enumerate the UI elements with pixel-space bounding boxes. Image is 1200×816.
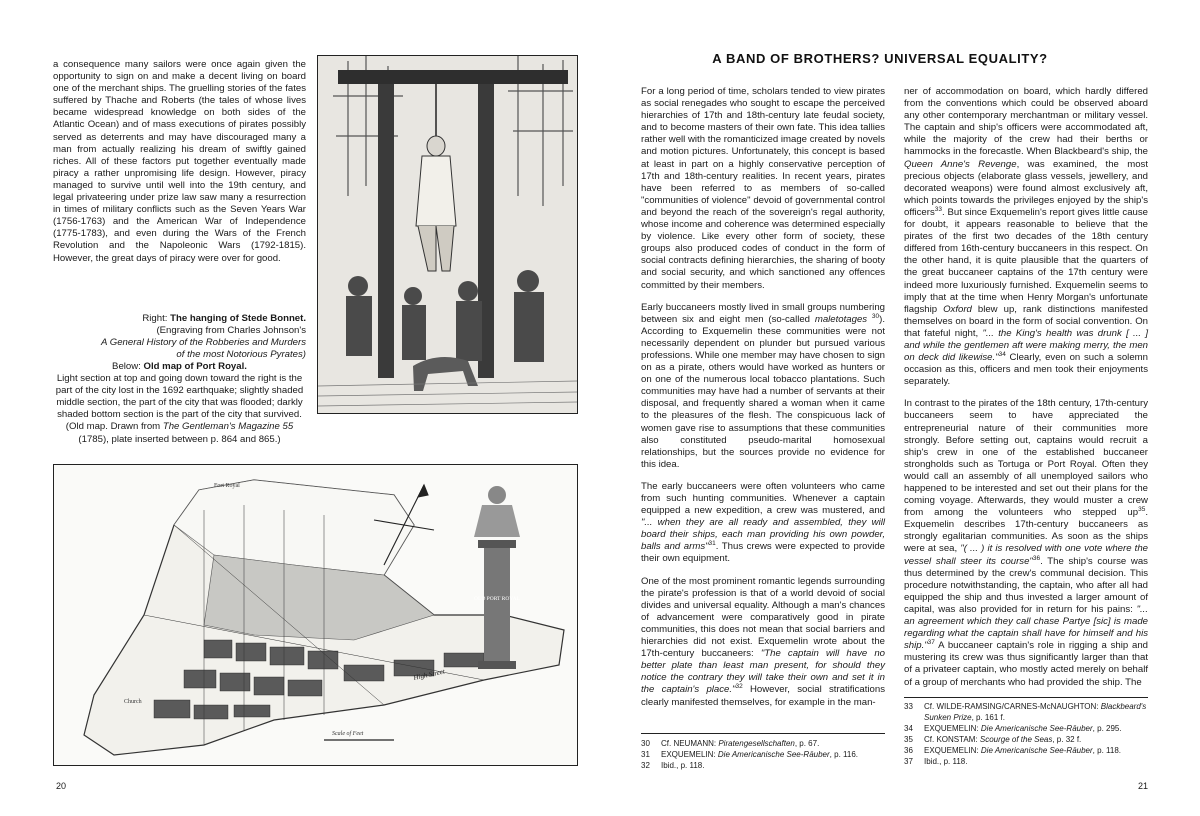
col1-paragraph-3: The early buccaneers were often volunteers who came from such hunting communities. Whenever a captain equipped a new expedition, a crew was mustered, and "... when they are all ready and assembled, they will board their ships, each man providing his own powder, balls and arms"$^{31}$. Thus crews were expected to provide their own equipment. [641,480,885,565]
footnote: 33 Cf. WILDE-RAMSING/CARNES-McNAUGHTON: Blackbeard's Sunken Prize, p. 161 f. [904,702,1147,722]
map-label-high-street: High Street [412,667,446,682]
col1-paragraph-1: For a long period of time, scholars tended to view pirates as social renegades who sought to escape the perceived hierarchies of 17th and 18th-century late feudal society, and to become masters of their own fate. This idea tallies rather well with the romanticized image created by novels and motion pictures. Unfortunately, this concept is based at least in part on a highly conservative perception of 17th and 18th-century realities. In recent years, pirates have been referred to as members of so-called "communities of violence" devoid of governmental control and beyond the reach of the sovereign's regal authority, whose income and coherence was determined especially by violence. Like every other form of society, these groups also produced codes of conduct in the form of social contracts defining hierarchies, the sharing of booty and social security, and which sanctioned any offences committed by their members. [641,86,885,291]
col1-paragraph-4: One of the most prominent romantic legends surrounding the pirate's profession is that of a world devoid of social divides and universal equality. Although a man's chances of advancement were comparatively good in pirate communities, this does not mean that social barriers and hierarchies did not exist. Exquemelin wrote about the 17th-century buccaneers: "The captain will have no better plate than least man present, for should they notice the contrary they will take their own and set it in the captain's place."$^{32}$ However, social stratifications clearly manifested themselves, for example in the man- [641,575,885,708]
left-intro-paragraph: a consequence many sailors were once again given the opportunity to sign on and make a decent living on board one of the merchant ships. The gruelling stories of the fates suffered by Thache and Roberts (the tales of whose lives became widespread knowledge on both sides of the Atlantic Ocean) and of mass executions of pirates possibly served as deterrents and may have discouraged many a man from actually realizing his dream of swiftly gained riches. All of these factors put together eventually made piracy a rather unpromising life design. However, piracy managed to survive until well into the 19th century, and legal privateering under prize law saw many a resurrection in times of military conflicts such as the Seven Years War (1756-1763) and the American War of Independence (1775-1783), and even during the Wars of the French Revolution and the Napoleonic Wars (1792-1815). However, the great days of piracy were over for good. [53,59,306,264]
footnote: 32 Ibid., p. 118. [641,761,705,770]
footnote-rule-right [904,697,1148,698]
statue-label: OLD PORT ROYAL [473,596,521,602]
engraving-hanging-stede-bonnet [317,55,578,414]
col2-paragraph-1: ner of accommodation on board, which hardly differed from the conventions which could be observed aboard any other contemporary merchantman or military vessel. The captain and ship's officers were accommodated aft, while the majority of the crew had their berths or hammocks in the forecastle. When Blackbeard's ship, the Queen Anne's Revenge, was examined, the most precious objects (elaborate glass vessels, jewellery, and decorated weapons) were found almost exclusively aft, which points towards the privileges enjoyed by the ship's officers$^{33}$. But since Exquemelin's report gives little cause for doubt, it appears reasonable to believe that the pirates of the first two decades of the 18th century differed from 16th-century buccaneers in this respect. On the other hand, it is quite plausible that the quarters of the great buccaneer captains of the 17th century were indeed more luxuriously furnished. Exquemelin seems to imply that at the time when Henry Morgan's unfortunate flagship Oxford blew up, rank distinctions manifested themselves on board in the form of social convention. On that fateful night, "... the King's health was drunk [ ... ] and while the gentlemen aft were making merry, the men on deck did likewise."$^{34}$ Clearly, even on such a solemn occasion as this, officers and men took their enjoyments separately. [904,86,1149,388]
col2-paragraph-2: In contrast to the pirates of the 18th century, 17th-century buccaneers seem to have appreciated the entrepreneurial nature of their communities more strongly. Before setting out, captains would recruit a ship's crew in one of the established buccaneer strongholds such as Tortuga or Port Royal. Often they would call an assembly of all unemployed sailors who happened to be interested and set out their plans for the coming voyage. Afterwards, they would muster a crew from among the volunteers who stepped $up^{35}$. Exquemelin describes 17th-century buccaneers as strongly egalitarian communities. As soon as the ships were at sea, "( ... ) it is resolved with one vote where the vessel shall steer its course"$^{36}$. The ship's course was thus determined by the crew's communal decision. This procedure notwithstanding, the captain, who after all had equipped the ship and thus invested a larger amount of capital, was also provided for in return for his pains: "... an agreement which they call chase Partye [sic] is made regarding what the captain shall have for himself and his ship."$^{37}$ A buccaneer captain's role in rigging a ship and mustering its crew was thus significantly larger than that of a privateer captain, who mostly acted merely on behalf of a group of merchants who had provided the ship. The [904,398,1148,688]
right-column-1 [641,86,885,709]
footnote: 35 Cf. KONSTAM: Scourge of the Seas, p. 32 f. [904,735,1082,744]
col1-paragraph-2: Early buccaneers mostly lived in small groups numbering between six and eight men (so-called maletotages $^{30}$). According to Exquemelin these communities were not necessarily dependent on plunder but pursued various professions. While one member may have chosen to sign on as a pirate, others would have worked as hunters or on one of the numerous local tobacco plantations. Such communities may have had a number of servants at their disposal, and frequently shared a woman when it came to the pleasures of the flesh. The conspicuous lack of women gave rise to assumptions that these communities also constituted pseudo-marital homosexual relationships, but the sources provide no evidence for this idea. [641,301,885,470]
map-port-royal [53,464,578,766]
map-label-church: Church [124,699,142,705]
map-scale-label: Scale of Feet [332,731,364,737]
footnote: 34 EXQUEMELIN: Die Americanische See-Räuber, p. 295. [904,724,1122,733]
footnote: 30 Cf. NEUMANN: Piratengesellschaften, p. 67. [641,739,820,748]
page-number-right: 21 [1138,781,1149,791]
right-column-2 [904,86,1148,689]
footnotes-right [904,701,1148,767]
section-heading: A BAND OF BROTHERS? UNIVERSAL EQUALITY? [712,51,1048,66]
caption-engraving: Right: The hanging of Stede Bonnet. (Engraving from Charles Johnson's A General History of the Robberies and Murders of the most Notorious Pyrates) [101,313,306,361]
footnote: 31 EXQUEMELIN: Die Americanische See-Räuber, p. 116. [641,750,858,759]
map-illustration [54,465,577,765]
caption-map: Below: Old map of Port Royal. Light section at top and going down toward the right is the part of the city lost in the 1692 earthquake; slightly shaded middle section, the part of the city that was flooded; darkly shaded bottom section is the part of the city that survived. (Old map. Drawn from The Gentleman's Magazine 55 (1785), plate inserted between p. 864 and 865.) [55,361,304,445]
footnote-rule-left [641,733,885,734]
map-label-fort: Fort Royal [214,483,240,489]
footnotes-left [641,738,885,771]
engraving-illustration [318,56,577,413]
page-number-left: 20 [56,781,67,791]
footnote: 36 EXQUEMELIN: Die Americanische See-Räuber, p. 118. [904,746,1121,755]
footnote: 37 Ibid., p. 118. [904,757,968,766]
